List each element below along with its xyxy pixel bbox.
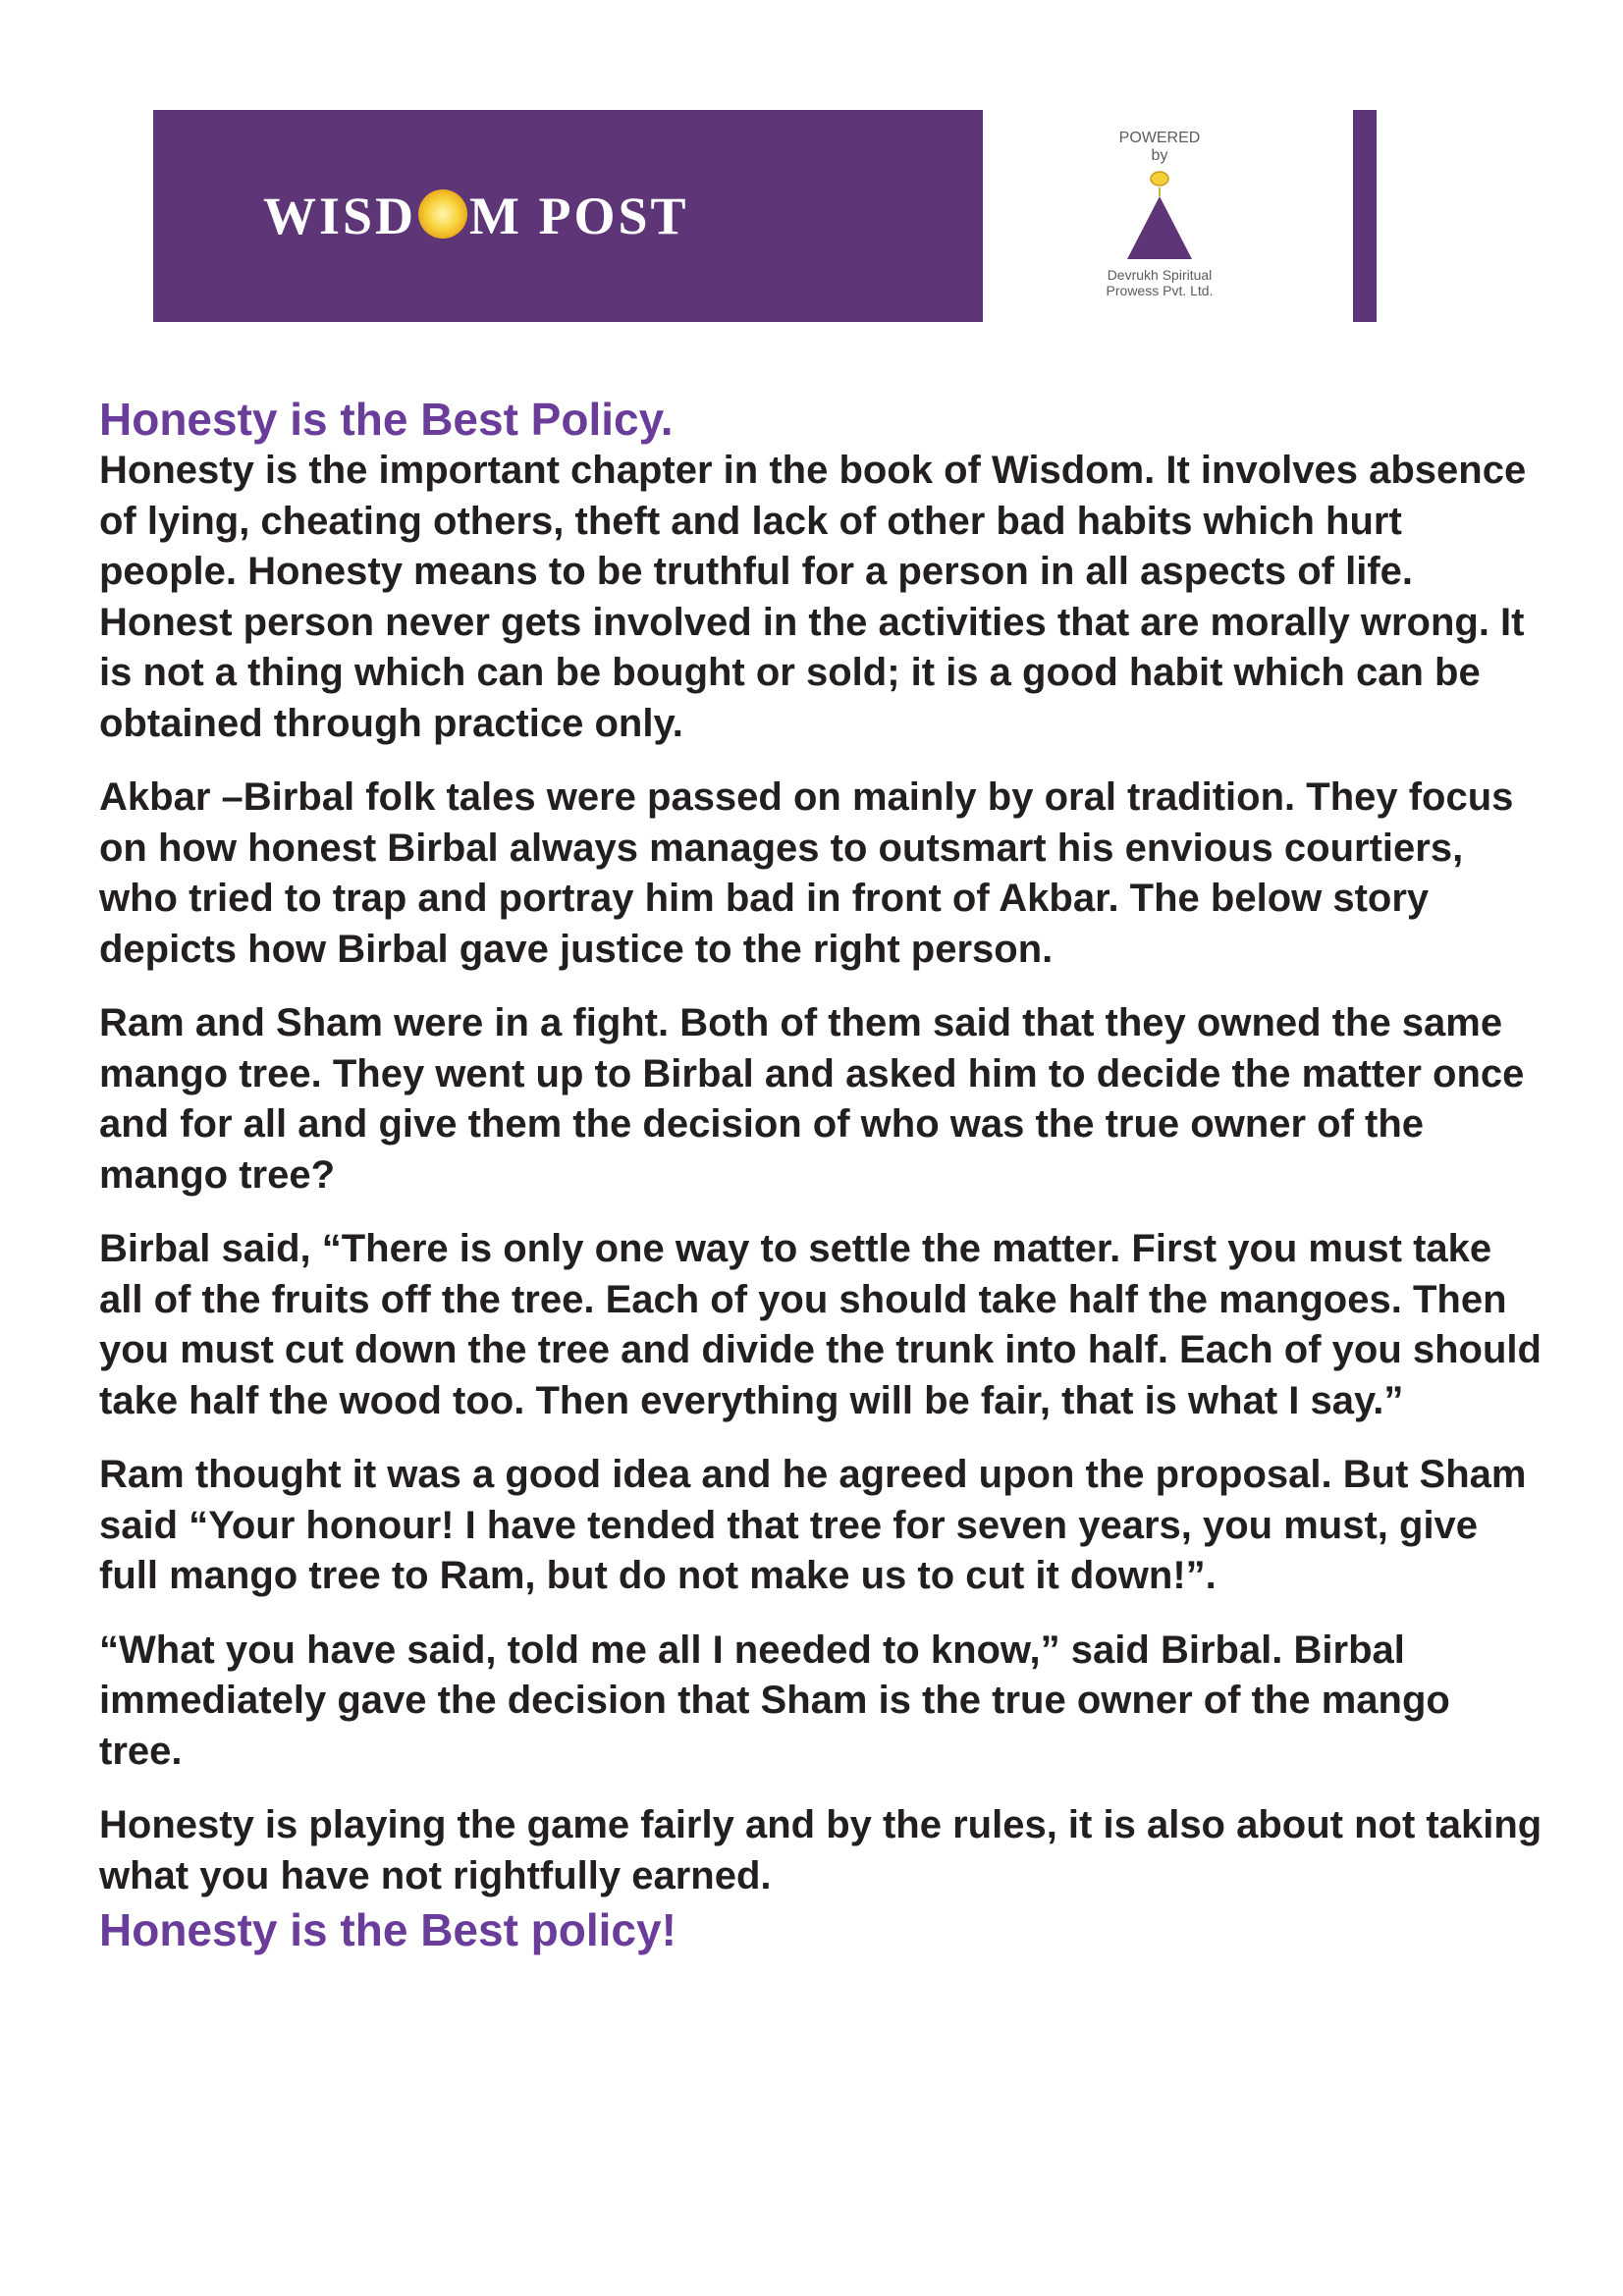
- pyramid-logo-svg: [1115, 169, 1204, 263]
- wisdom-post-logo-panel: [153, 110, 983, 322]
- powered-by-block: [1056, 130, 1263, 316]
- wisdom-post-logo: [263, 183, 689, 249]
- paragraph-moral: Honesty is playing the game fairly and by the rules, it is also about not taking what you have not rightfully earned.: [99, 1803, 1542, 1897]
- brand-text-right: M POST: [469, 187, 689, 245]
- sun-icon: [418, 189, 467, 239]
- paragraph-fight: Ram and Sham were in a fight. Both of them said that they owned the same mango tree. They went up to Birbal and asked him to decide the matter once and for all and give them the decision of who was the true owner of the mango tree?: [99, 1001, 1525, 1197]
- company-name-line1: Devrukh Spiritual: [1107, 267, 1213, 283]
- banner-accent-bar: [1353, 110, 1377, 322]
- paragraph-birbal-said: Birbal said, “There is only one way to settle the matter. First you must take all of the fruits off the tree. Each of you should take half the mangoes. Then you must cut down the tree and divide the trunk into half. Each of you should take half the wood too. Then everything will be fair, that is what I say.”: [99, 1227, 1542, 1422]
- paragraph-decision: “What you have said, told me all I needed to know,” said Birbal. Birbal immediately gave the decision that Sham is the true owner of the mango tree.: [99, 1628, 1450, 1773]
- sun-dot-icon: [1151, 172, 1168, 186]
- paragraph-intro: Honesty is the important chapter in the book of Wisdom. It involves absence of lying, cheating others, theft and lack of other bad habits which hurt people. Honesty means to be truthful for a person in all aspects of life. Honest person never gets involved in the activities that are morally wrong. It is not a thing which can be bought or sold; it is a good habit which can be obtained through practice only.: [99, 449, 1527, 745]
- brand-text-left: WISD: [263, 187, 417, 245]
- paragraph-sham-reply: Ram thought it was a good idea and he agreed upon the proposal. But Sham said “Your honour! I have tended that tree for seven years, you must, give full mango tree to Ram, but do not make us to cut it down!”.: [99, 1453, 1527, 1597]
- powered-by-label: by: [1151, 147, 1168, 164]
- article-title: Honesty is the Best Policy.: [99, 394, 674, 445]
- header-banner: [153, 110, 1378, 322]
- paragraph-folk-tales: Akbar –Birbal folk tales were passed on mainly by oral tradition. They focus on how honest Birbal always manages to outsmart his envious courtiers, who tried to trap and portray him bad in front of Akbar. The below story depicts how Birbal gave justice to the right person.: [99, 775, 1514, 971]
- company-name-line2: Prowess Pvt. Ltd.: [1106, 283, 1214, 298]
- powered-label: POWERED: [1118, 130, 1201, 146]
- article: [99, 393, 1542, 1956]
- pyramid-logo-icon: [1115, 169, 1204, 263]
- closing-line: Honesty is the Best policy!: [99, 1904, 676, 1955]
- pyramid-icon: [1127, 196, 1192, 259]
